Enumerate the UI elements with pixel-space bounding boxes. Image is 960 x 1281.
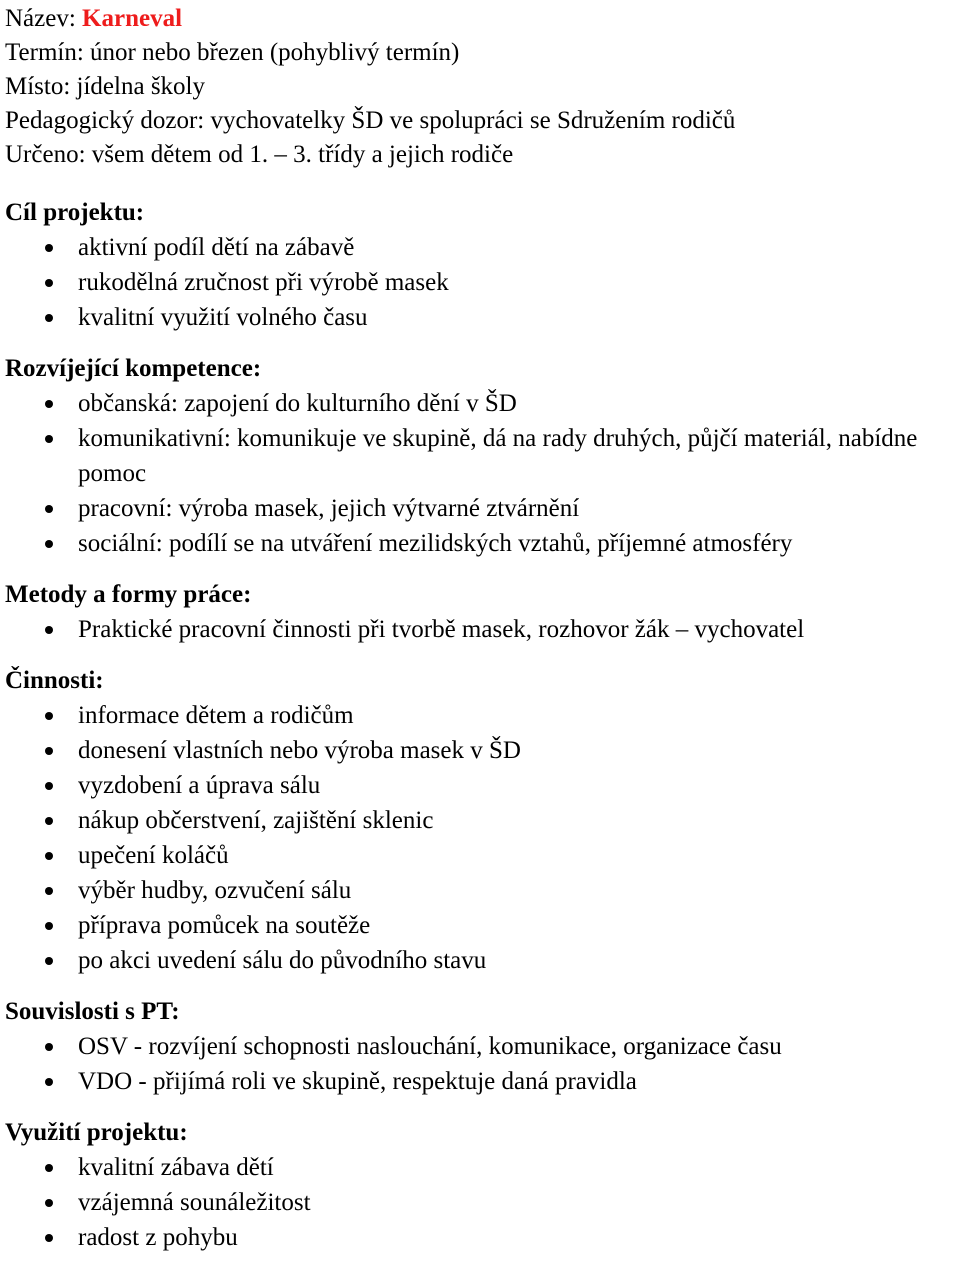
bullet-icon (45, 782, 53, 790)
connections-list (5, 1029, 960, 1099)
name-line (5, 2, 960, 36)
list-item: po akci uvedení sálu do původního stavu (5, 943, 960, 978)
list-item: Praktické pracovní činnosti při tvorbě masek, rozhovor žák – vychovatel (5, 612, 960, 647)
place-line: Místo: jídelna školy (5, 73, 205, 100)
list-item: výběr hudby, ozvučení sálu (5, 873, 960, 908)
bullet-icon (45, 747, 53, 755)
competences-list (5, 386, 960, 561)
bullet-icon (45, 505, 53, 513)
list-item: upečení koláčů (5, 838, 960, 873)
connections-heading: Souvislosti s PT: (5, 998, 180, 1025)
list-item: rukodělná zručnost při výrobě masek (5, 265, 960, 300)
list-item: donesení vlastních nebo výroba masek v ŠD (5, 733, 960, 768)
list-item: radost z pohybu (5, 1220, 960, 1255)
activities-list (5, 698, 960, 978)
event-title: Karneval (82, 5, 183, 32)
list-item: OSV - rozvíjení schopnosti naslouchání, komunikace, organizace času (5, 1029, 960, 1064)
audience-line: Určeno: všem dětem od 1. – 3. třídy a jejich rodiče (5, 141, 514, 168)
term-line: Termín: únor nebo březen (pohyblivý termín) (5, 39, 460, 66)
usage-list (5, 1150, 960, 1255)
supervision-line: Pedagogický dozor: vychovatelky ŠD ve spolupráci se Sdružením rodičů (5, 107, 736, 134)
goal-list (5, 230, 960, 335)
bullet-icon (45, 279, 53, 287)
bullet-icon (45, 1164, 53, 1172)
list-item: aktivní podíl dětí na zábavě (5, 230, 960, 265)
list-item: sociální: podílí se na utváření mezilidských vztahů, příjemné atmosféry (5, 526, 960, 561)
bullet-icon (45, 435, 53, 443)
bullet-icon (45, 400, 53, 408)
list-item: vzájemná sounáležitost (5, 1185, 960, 1220)
bullet-icon (45, 1078, 53, 1086)
bullet-icon (45, 817, 53, 825)
bullet-icon (45, 244, 53, 252)
activities-heading: Činnosti: (5, 667, 104, 694)
bullet-icon (45, 1043, 53, 1051)
bullet-icon (45, 852, 53, 860)
list-item: nákup občerstvení, zajištění sklenic (5, 803, 960, 838)
bullet-icon (45, 887, 53, 895)
bullet-icon (45, 957, 53, 965)
bullet-icon (45, 1234, 53, 1242)
list-item: kvalitní využití volného času (5, 300, 960, 335)
bullet-icon (45, 626, 53, 634)
methods-heading: Metody a formy práce: (5, 581, 252, 608)
bullet-icon (45, 540, 53, 548)
bullet-icon (45, 314, 53, 322)
bullet-icon (45, 1199, 53, 1207)
list-item: vyzdobení a úprava sálu (5, 768, 960, 803)
list-item: občanská: zapojení do kulturního dění v ŠD (5, 386, 960, 421)
list-item: komunikativní: komunikuje ve skupině, dá na rady druhých, půjčí materiál, nabídne pomoc (5, 421, 960, 491)
list-item: informace dětem a rodičům (5, 698, 960, 733)
usage-heading: Využití projektu: (5, 1119, 188, 1146)
bullet-icon (45, 922, 53, 930)
goal-heading: Cíl projektu: (5, 199, 145, 226)
list-item: VDO - přijímá roli ve skupině, respektuje daná pravidla (5, 1064, 960, 1099)
list-item: kvalitní zábava dětí (5, 1150, 960, 1185)
list-item: pracovní: výroba masek, jejich výtvarné ztvárnění (5, 491, 960, 526)
competences-heading: Rozvíjející kompetence: (5, 355, 262, 382)
methods-list (5, 612, 960, 647)
list-item: příprava pomůcek na soutěže (5, 908, 960, 943)
bullet-icon (45, 712, 53, 720)
name-label: Název: (5, 5, 83, 32)
